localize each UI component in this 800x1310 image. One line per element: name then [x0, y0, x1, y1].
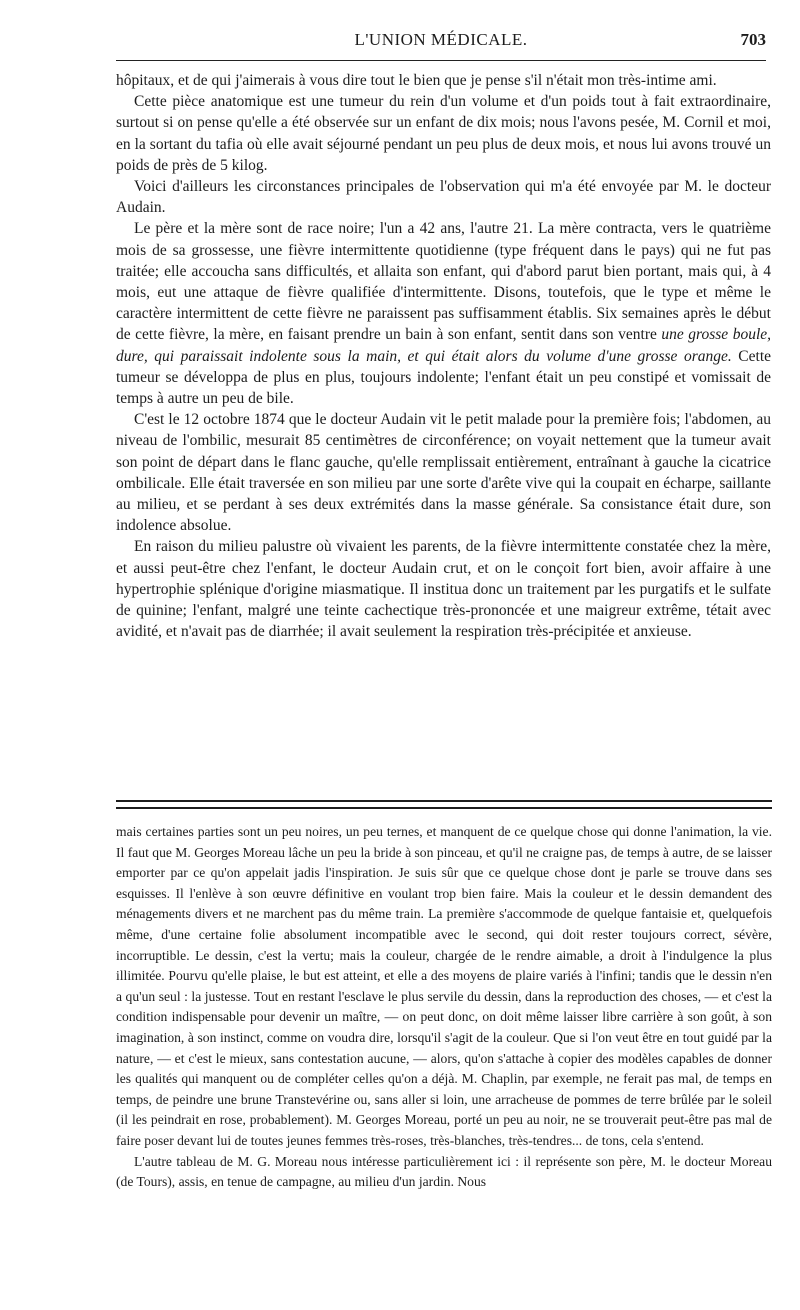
paragraph-4-continuation: Cette tumeur se développa de plus en plus, toujours indolente; l'enfant était un peu constipé et vomissait de temps à autre un peu de bile. [116, 347, 772, 408]
running-title: L'UNION MÉDICALE. [354, 30, 528, 49]
paragraph-5: C'est le 12 octobre 1874 que le docteur Audain vit le petit malade pour la première fois; l'abdomen, au niveau de l'ombilic, mesurait 85 centimètres de circonférence; on voyait nettement que la tumeur avait son point de départ dans le flanc gauche, qu'elle remplissait entièrement, entraînant à gauche la cicatrice ombilicale. Elle était traversée en son milieu par une sorte d'arête vive qui la coupait en écharpe, saillante au milieu, et se perdant à ses deux extrémités dans la masse générale. Sa consistance était dure, son indolence absolue. [116, 411, 771, 535]
paragraph-1: hôpitaux, et de qui j'aimerais à vous dire tout le bien que je pense s'il n'était mon très-intime ami. [116, 72, 717, 89]
paragraph-2: Cette pièce anatomique est une tumeur du rein d'un volume et d'un poids tout à fait extraordinaire, surtout si on pense qu'elle a été observée sur un enfant de dix mois; nous l'avons pesée, M. Cornil et moi, en la sortant du tafia où elle avait séjourné pendant un peu plus de deux mois, et nous lui avons trouvé un poids de près de 5 kilog. [116, 93, 771, 174]
feuilleton-paragraph-2: L'autre tableau de M. G. Moreau nous intéresse particulièrement ici : il représente son père, M. le docteur Moreau (de Tours), assis, en tenue de campagne, au milieu d'un jardin. Nous [116, 1153, 772, 1190]
page-number: 703 [740, 30, 766, 49]
paragraph-4 [116, 218, 771, 409]
paragraph-6: En raison du milieu palustre où vivaient les parents, de la fièvre intermittente constatée chez la mère, et aussi peut-être chez l'enfant, le docteur Audain crut, et on le conçoit fort bien, avoir affaire à une hypertrophie splénique d'origine miasmatique. Il institua donc un traitement par les purgatifs et le sulfate de quinine; l'enfant, malgré une teinte cachectique très-prononcée et une maigreur extrême, tétait avec avidité, et n'avait pas de diarrhée; il avait seulement la respiration très-précipitée et anxieuse. [116, 538, 771, 641]
feuilleton-section [116, 822, 772, 1193]
feuilleton-separator [116, 800, 772, 809]
paragraph-3: Voici d'ailleurs les circonstances principales de l'observation qui m'a été envoyée par M. le docteur Audain. [116, 178, 771, 217]
main-article [116, 70, 771, 642]
page-header [116, 30, 766, 58]
italic-quotation: une grosse boule, dure, qui paraissait indolente sous la main, et qui était alors du volume d'une grosse orange. [116, 326, 772, 365]
feuilleton-paragraph-1: mais certaines parties sont un peu noires, un peu ternes, et manquent de ce quelque chose qui donne l'animation, la vie. Il faut que M. Georges Moreau lâche un peu la bride à son pinceau, et qu'il ne craigne pas, de temps à autre, de se laisser emporter par ce qu'on appelait jadis l'inspiration. Je suis sûr que ce quelque chose dont je parle se trouve dans ses esquisses. Il l'enlève à son œuvre définitive en voulant trop bien faire. Mais la couleur et le dessin demandent des ménagements divers et ne marchent pas du même train. La première s'accommode de quelque fantaisie et, quelquefois même, d'une certaine folie absolument incompatible avec le second, qui doit rester toujours correct, sévère, incorruptible. Le dessin, c'est la vertu; mais la couleur, chargée de le rendre aimable, a droit à l'indulgence la plus illimitée. Pourvu qu'elle plaise, le but est atteint, et elle a des moyens de plaire variés à l'infini; tandis que le dessin n'en a qu'un seul : la justesse. Tout en restant l'esclave le plus servile du dessin, dans la reproduction des choses, — et c'est la condition indispensable pour devenir un maître, — on peut donc, on doit même laisser libre carrière à son goût, à son imagination, à son instinct, comme on voudra dire, lorsqu'il s'agit de la couleur. Que si l'on veut être en tout guidé par la nature, — et c'est le mieux, sans contestation aucune, — alors, qu'on s'attache à copier des modèles capables de donner les qualités qui manquent ou de compléter celles qu'on a déjà. M. Chaplin, par exemple, ne ferait pas mal, de temps en temps, de peindre une brune Transtevérine ou, sans aller si loin, une arracheuse de pommes de terre brûlée par le soleil (il les peindrait en rose, probablement). M. Georges Moreau, porté un peu au noir, ne se trouverait peut-être pas mal de faire poser devant lui de toutes jeunes femmes très-roses, très-blanches, très-tendres... de tons, cela s'entend. [116, 824, 772, 1148]
header-rule [116, 60, 766, 61]
paragraph-4-text: Le père et la mère sont de race noire; l'un a 42 ans, l'autre 21. La mère contracta, vers le quatrième mois de sa grossesse, une fièvre intermittente quotidienne (type fréquent dans le pays) qui ne fut pas traitée; elle accoucha sans difficultés, et allaita son enfant, qui d'abord parut bien portant, mais qui, à 4 mois, eut une attaque de fièvre qualifiée d'intermittente. Disons, toutefois, que le type et même le caractère intermittent de cette fièvre ne paraissent pas suffisamment établis. Six semaines après le début de cette fièvre, la mère, en faisant prendre un bain à son enfant, sentit dans son ventre [116, 220, 771, 344]
